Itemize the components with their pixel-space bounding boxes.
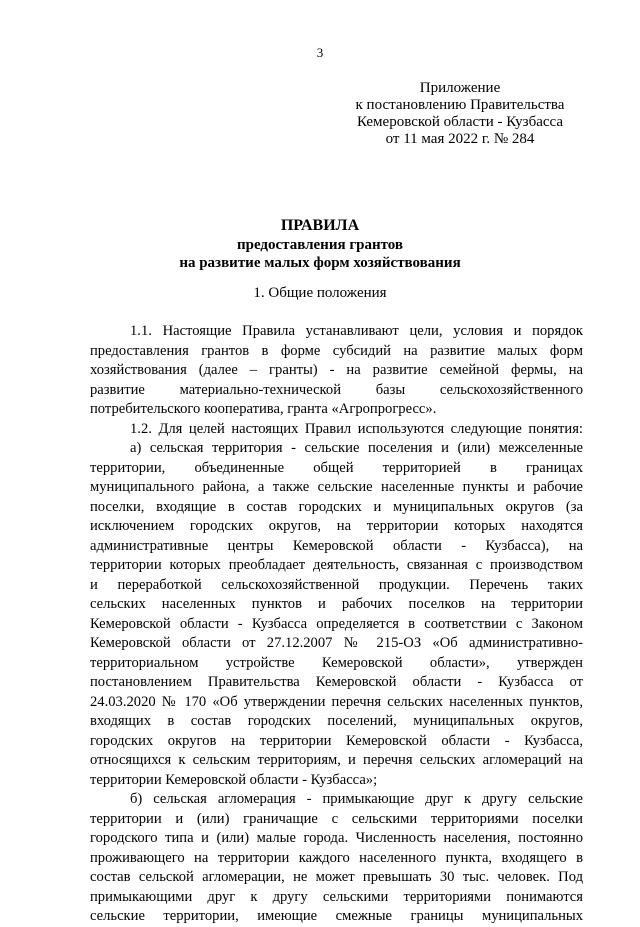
body-line: проживающего на территории каждого населенного пункта, входящего в [90, 849, 583, 866]
body-line: потребительского кооператива, гранта «Агропрогресс». [90, 401, 437, 417]
body-line: Кемеровской области от 27.12.2007 № 215-ОЗ «Об административно- [90, 635, 583, 651]
appendix-block [345, 80, 575, 148]
title-line: на развитие малых форм хозяйствования [179, 255, 461, 271]
document-body [90, 322, 583, 927]
body-line: городских округов на территории Кемеровской области - Кузбасса, [90, 732, 583, 749]
body-line: городского типа и (или) малые города. Численность населения, постоянно [90, 830, 583, 846]
body-line: территории и (или) граничащие с сельскими территориями поселки [90, 810, 583, 827]
appendix-line: Приложение [419, 80, 501, 96]
body-line: развитие материально-технической базы сельскохозяйственного [90, 381, 583, 398]
appendix-line: к постановлению Правительства [355, 97, 565, 113]
body-line: административные центры Кемеровской области - Кузбасса), на [90, 537, 583, 554]
body-line: территориальном устройстве Кемеровской области», утвержден [90, 654, 583, 671]
body-line: б) сельская агломерация - примыкающие друг к другу сельские [130, 791, 583, 807]
body-line: постановлением Правительства Кемеровской области - Кузбасса от [90, 674, 583, 690]
body-line: территории Кемеровской области - Кузбасса»; [90, 771, 378, 788]
title-main: ПРАВИЛА [280, 217, 360, 234]
body-line: состав сельской агломерации, не может превышать 30 тыс. человек. Под [90, 869, 583, 885]
section-heading: 1. Общие положения [253, 285, 387, 301]
body-line: 1.2. Для целей настоящих Правил используются следующие понятия: [130, 420, 583, 437]
body-line: а) сельская территория - сельские поселения и (или) межселенные [130, 440, 583, 456]
body-line: сельских населенных пунктов и рабочих поселков на территории [90, 596, 583, 612]
body-line: относящихся к сельским территориям, и перечня сельских агломераций на [90, 752, 583, 768]
document-title [0, 216, 640, 272]
body-line: входящих в состав городских поселений, муниципальных округов, [90, 713, 583, 729]
body-line: территории, объединенные общей территорией в границах [90, 459, 583, 476]
appendix-line: от 11 мая 2022 г. № 284 [385, 131, 535, 147]
body-line: Кемеровской области - Кузбасса определяется в соответствии с Законом [90, 615, 583, 632]
body-line: исключением городских округов, на территории которых находятся [90, 518, 583, 534]
body-line: территории которых преобладает деятельность, связанная с производством [90, 557, 583, 573]
page-number: 3 [316, 45, 324, 60]
body-line: и переработкой сельскохозяйственной продукции. Перечень таких [90, 576, 583, 593]
body-line: 1.1. Настоящие Правила устанавливают цели, условия и порядок [130, 323, 583, 339]
body-line: муниципального района, а также сельские населенные пункты и рабочие [90, 479, 583, 495]
title-line: предоставления грантов [236, 237, 404, 253]
body-line: 24.03.2020 № 170 «Об утверждении перечня сельских населенных пунктов, [90, 693, 583, 710]
appendix-line: Кемеровской области - Кузбасса [356, 114, 564, 130]
body-line: примыкающими друг к другу сельскими территориями понимаются [90, 888, 583, 905]
body-line: сельские территории, имеющие смежные границы муниципальных [90, 908, 583, 924]
body-line: поселки, входящие в состав городских и муниципальных округов (за [90, 498, 583, 515]
body-line: хозяйствования (далее – гранты) - на развитие семейной фермы, на [90, 362, 583, 378]
body-line: предоставления грантов в форме субсидий на развитие малых форм [90, 342, 583, 359]
